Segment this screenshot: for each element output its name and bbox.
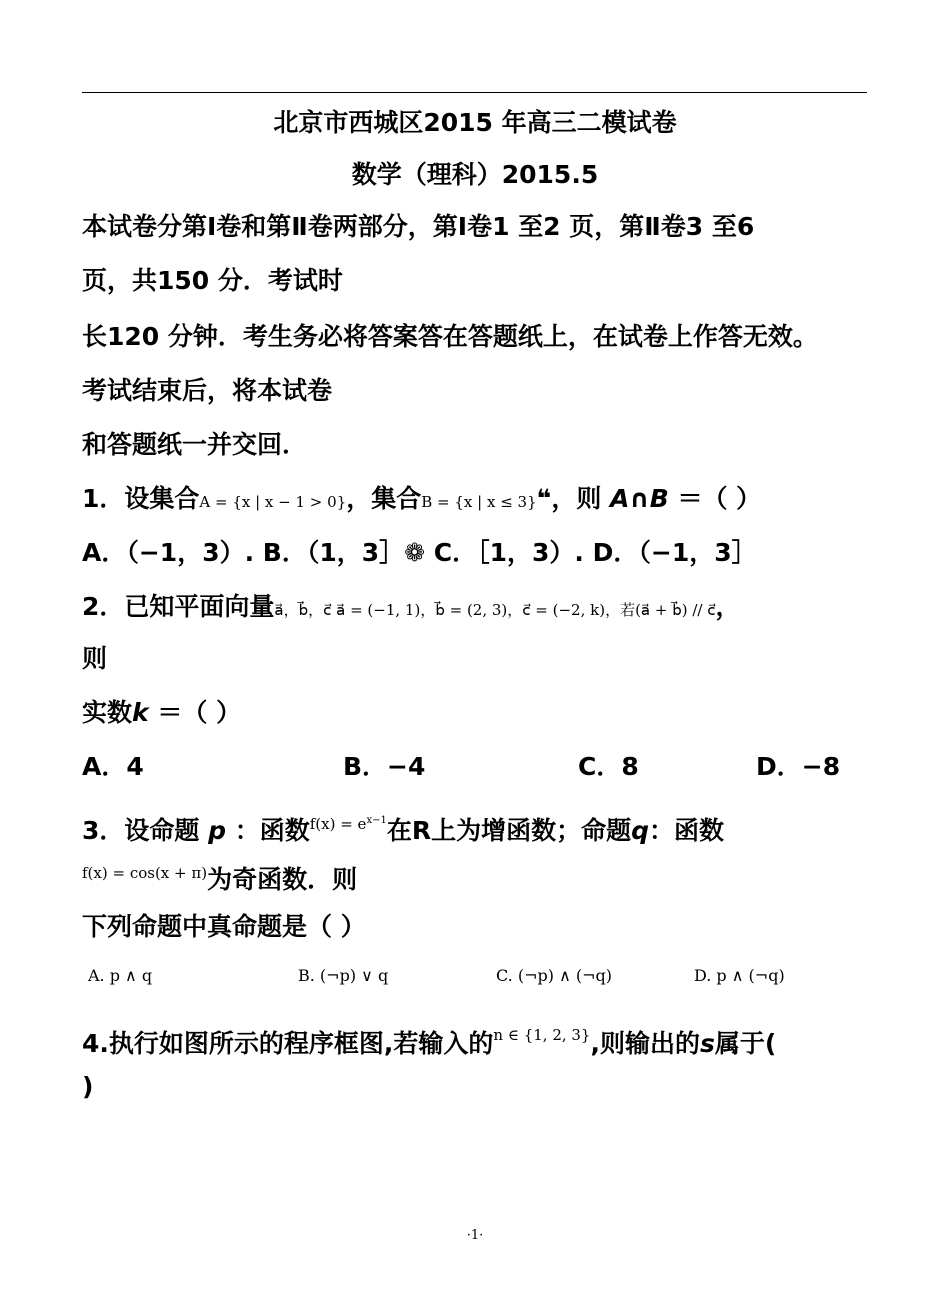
q1-set-a: A = {x | x − 1 > 0} <box>199 493 347 511</box>
q3-tail: 为奇函数．则 <box>207 865 358 894</box>
q3-f1-base: f(x) = e <box>309 815 367 833</box>
q1-expression: A∩B <box>610 484 669 513</box>
question-4 <box>82 1020 776 1059</box>
q2-option-b: B．−4 <box>343 752 426 781</box>
top-rule <box>82 92 867 93</box>
q2-formula: a⃗，b⃗，c⃗ a⃗ = (−1, 1)，b⃗ = (2, 3)，c⃗ = (−2, k)，若(a⃗ + b⃗) // c⃗ <box>274 601 716 619</box>
page-number: ·1· <box>466 1228 484 1243</box>
q2-k: k <box>132 698 149 727</box>
q3-p: p <box>208 816 227 845</box>
q2-option-c: C．8 <box>578 752 639 781</box>
q3-option-b: B. (¬p) ∨ q <box>298 966 389 985</box>
question-1 <box>82 484 761 517</box>
q3-prefix: 3．设命题 <box>82 816 209 845</box>
q1-prefix: 1．设集合 <box>82 484 200 513</box>
q3-mid2: 在R上为增函数；命题 <box>386 816 632 845</box>
q3-option-a: A. p ∧ q <box>88 966 153 985</box>
q2-line-3 <box>82 698 241 728</box>
question-2 <box>82 592 741 625</box>
q3-f1-exponent: x−1 <box>366 815 387 826</box>
q3-function-f2: f(x) = cos(x + π) <box>82 864 208 882</box>
q3-mid1: ：函数 <box>226 816 310 845</box>
q4-line-2: ) <box>82 1072 94 1101</box>
q2-comma: ， <box>715 592 741 621</box>
q2-option-d: D．−8 <box>756 752 841 781</box>
q1-tail-b: ＝（ ） <box>668 484 762 513</box>
q3-mid3: ：函数 <box>649 816 725 845</box>
page-subtitle: 数学（理科）2015.5 <box>351 160 599 189</box>
q1-tail-a: ，则 <box>551 484 611 513</box>
intro-line-4: 考试结束后，将本试卷 <box>82 376 333 405</box>
q4-mid: ,则输出的 <box>590 1029 700 1058</box>
q2-equals-blank: ＝（ ） <box>148 698 242 727</box>
q3-function-f1 <box>310 815 387 833</box>
page-title: 北京市西城区2015 年高三二模试卷 <box>273 108 677 137</box>
q3-q: q <box>631 816 649 845</box>
q3-option-d: D. p ∧ (¬q) <box>694 966 785 985</box>
q2-real-number-label: 实数 <box>82 698 133 727</box>
question-3 <box>82 806 724 846</box>
intro-line-1: 本试卷分第Ⅰ卷和第Ⅱ卷两部分，第Ⅰ卷1 至2 页，第Ⅱ卷3 至6 <box>82 212 755 241</box>
q1-quote: ❝ <box>536 484 552 513</box>
intro-line-3: 长120 分钟．考生务必将答案答在答题纸上，在试卷上作答无效。 <box>82 322 818 351</box>
q1-mid: ，集合 <box>346 484 422 513</box>
q3-option-c: C. (¬p) ∧ (¬q) <box>496 966 612 985</box>
q2-option-a: A．4 <box>82 752 144 781</box>
q1-set-b: B = {x | x ≤ 3} <box>421 493 537 511</box>
q3-line-3: 下列命题中真命题是（ ） <box>82 912 366 941</box>
q2-prefix: 2．已知平面向量 <box>82 592 275 621</box>
q4-s: s <box>699 1029 715 1058</box>
q4-input-set: n ∈ {1, 2, 3} <box>493 1026 591 1044</box>
q1-options: A．（−1，3）. B．（1，3］❁ C．［1，3）. D．（−1，3］ <box>82 538 757 567</box>
intro-line-5: 和答题纸一并交回． <box>82 430 308 459</box>
q4-prefix: 4.执行如图所示的程序框图,若输入的 <box>82 1029 494 1058</box>
intro-line-2: 页，共150 分．考试时 <box>82 266 343 295</box>
q3-line-2 <box>82 858 357 895</box>
q2-line-2: 则 <box>82 644 108 673</box>
q4-tail: 属于( <box>714 1029 777 1058</box>
